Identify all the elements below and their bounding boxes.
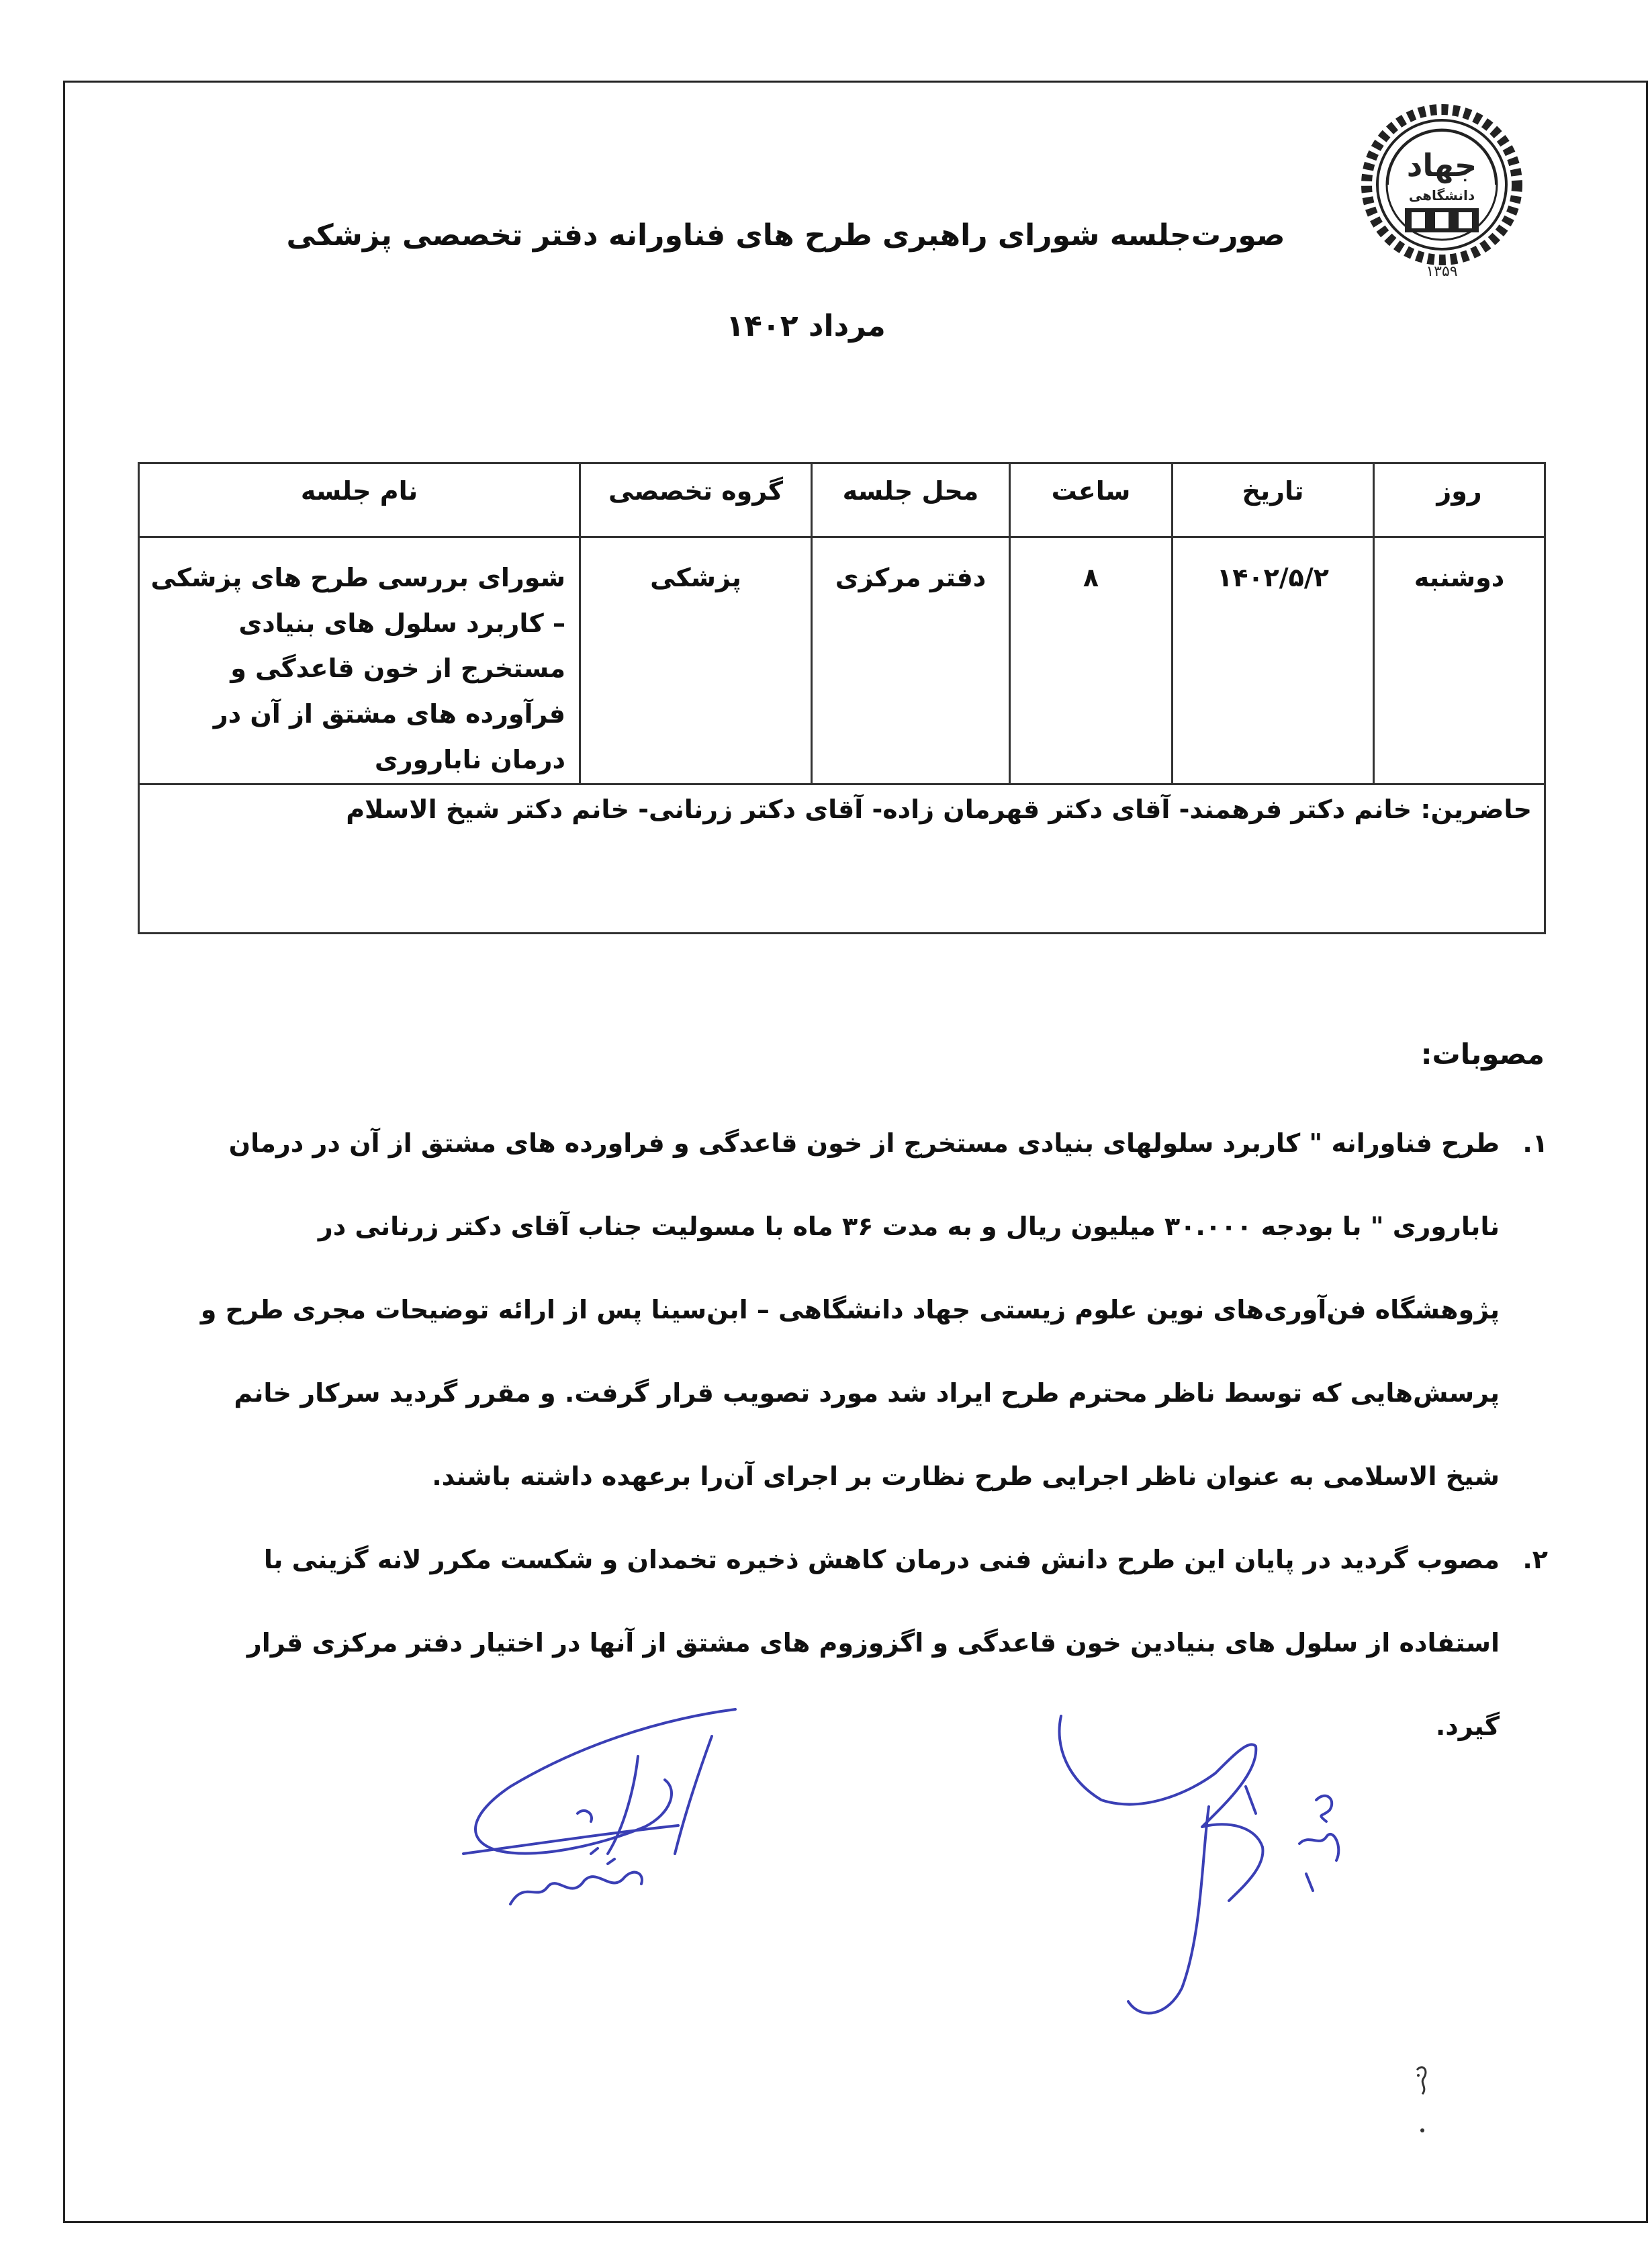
approval-number: ۲. (1522, 1545, 1548, 1574)
table-header-row (139, 463, 1545, 537)
cell-group: پزشکی (580, 537, 812, 784)
jahad-daneshgahi-logo (1358, 101, 1526, 282)
approvals-heading: مصوبات: (1420, 1038, 1545, 1071)
meeting-info-table (138, 462, 1546, 934)
corner-mark (1409, 2057, 1436, 2137)
header-time: ساعت (1010, 463, 1173, 537)
cell-place: دفتر مرکزی (812, 537, 1010, 784)
logo-year: ۱۳۵۹ (1426, 263, 1458, 280)
approval-item (195, 1101, 1548, 1518)
cell-day: دوشنبه (1374, 537, 1545, 784)
document-title: صورت‌جلسه شورای راهبری طرح های فناورانه دفتر تخصصی پزشکی (286, 218, 1285, 253)
header-date: تاریخ (1173, 463, 1374, 537)
header-meeting-name: نام جلسه (139, 463, 580, 537)
approvals-list (195, 1101, 1548, 1768)
logo-name-text: جهاد (1406, 147, 1477, 183)
header-day: روز (1374, 463, 1545, 537)
table-row (139, 537, 1545, 784)
cell-date: ۱۴۰۲/۵/۲ (1173, 537, 1374, 784)
approval-item (195, 1518, 1548, 1768)
logo-subname-text: دانشگاهی (1408, 187, 1475, 204)
approval-text: طرح فناورانه " کاربرد سلولهای بنیادی مستخرج از خون قاعدگی و فراورده های مشتق از آن در درمان ناباروری " با بودجه ۳۰.۰۰۰ میلیون ریال و به مدت ۳۶ ماه با مسولیت جناب آقای دکتر زرنانی در پژوهشگاه فن‌آوری‌های نوین علوم زیستی جهاد دانشگاهی – ابن‌سینا پس از ارائه توضیحات مجری طرح و پرسش‌هایی که توسط ناظر محترم طرح ایراد شد مورد تصویب قرار گرفت. و مقرر گردید سرکار خانم شیخ الاسلامی به عنوان ناظر اجرایی طرح نظارت بر اجرای آن‌را برعهده داشته باشند. (200, 1128, 1500, 1491)
cell-time: ۸ (1010, 537, 1173, 784)
attendees-row (139, 784, 1545, 934)
header-group: گروه تخصصی (580, 463, 812, 537)
cell-meeting-name: شورای بررسی طرح های پزشکی – کاربرد سلول های بنیادی مستخرج از خون قاعدگی و فرآورده های مشتق از آن در درمان ناباروری (139, 537, 580, 784)
approval-text: مصوب گردید در پایان این طرح دانش فنی درمان کاهش ذخیره تخمدان و شکست مکرر لانه گزینی با استفاده از سلول های بنیادین خون قاعدگی و اگزوزوم های مشتق از آنها در اختیار دفتر مرکزی قرار گیرد. (246, 1545, 1500, 1741)
header-place: محل جلسه (812, 463, 1010, 537)
approval-number: ۱. (1522, 1128, 1548, 1158)
document-date: مرداد ۱۴۰۲ (726, 309, 886, 343)
attendees-text: حاضرین: خانم دکتر فرهمند- آقای دکتر قهرمان زاده- آقای دکتر زرنانی- خانم دکتر شیخ الاسلام (139, 784, 1545, 934)
